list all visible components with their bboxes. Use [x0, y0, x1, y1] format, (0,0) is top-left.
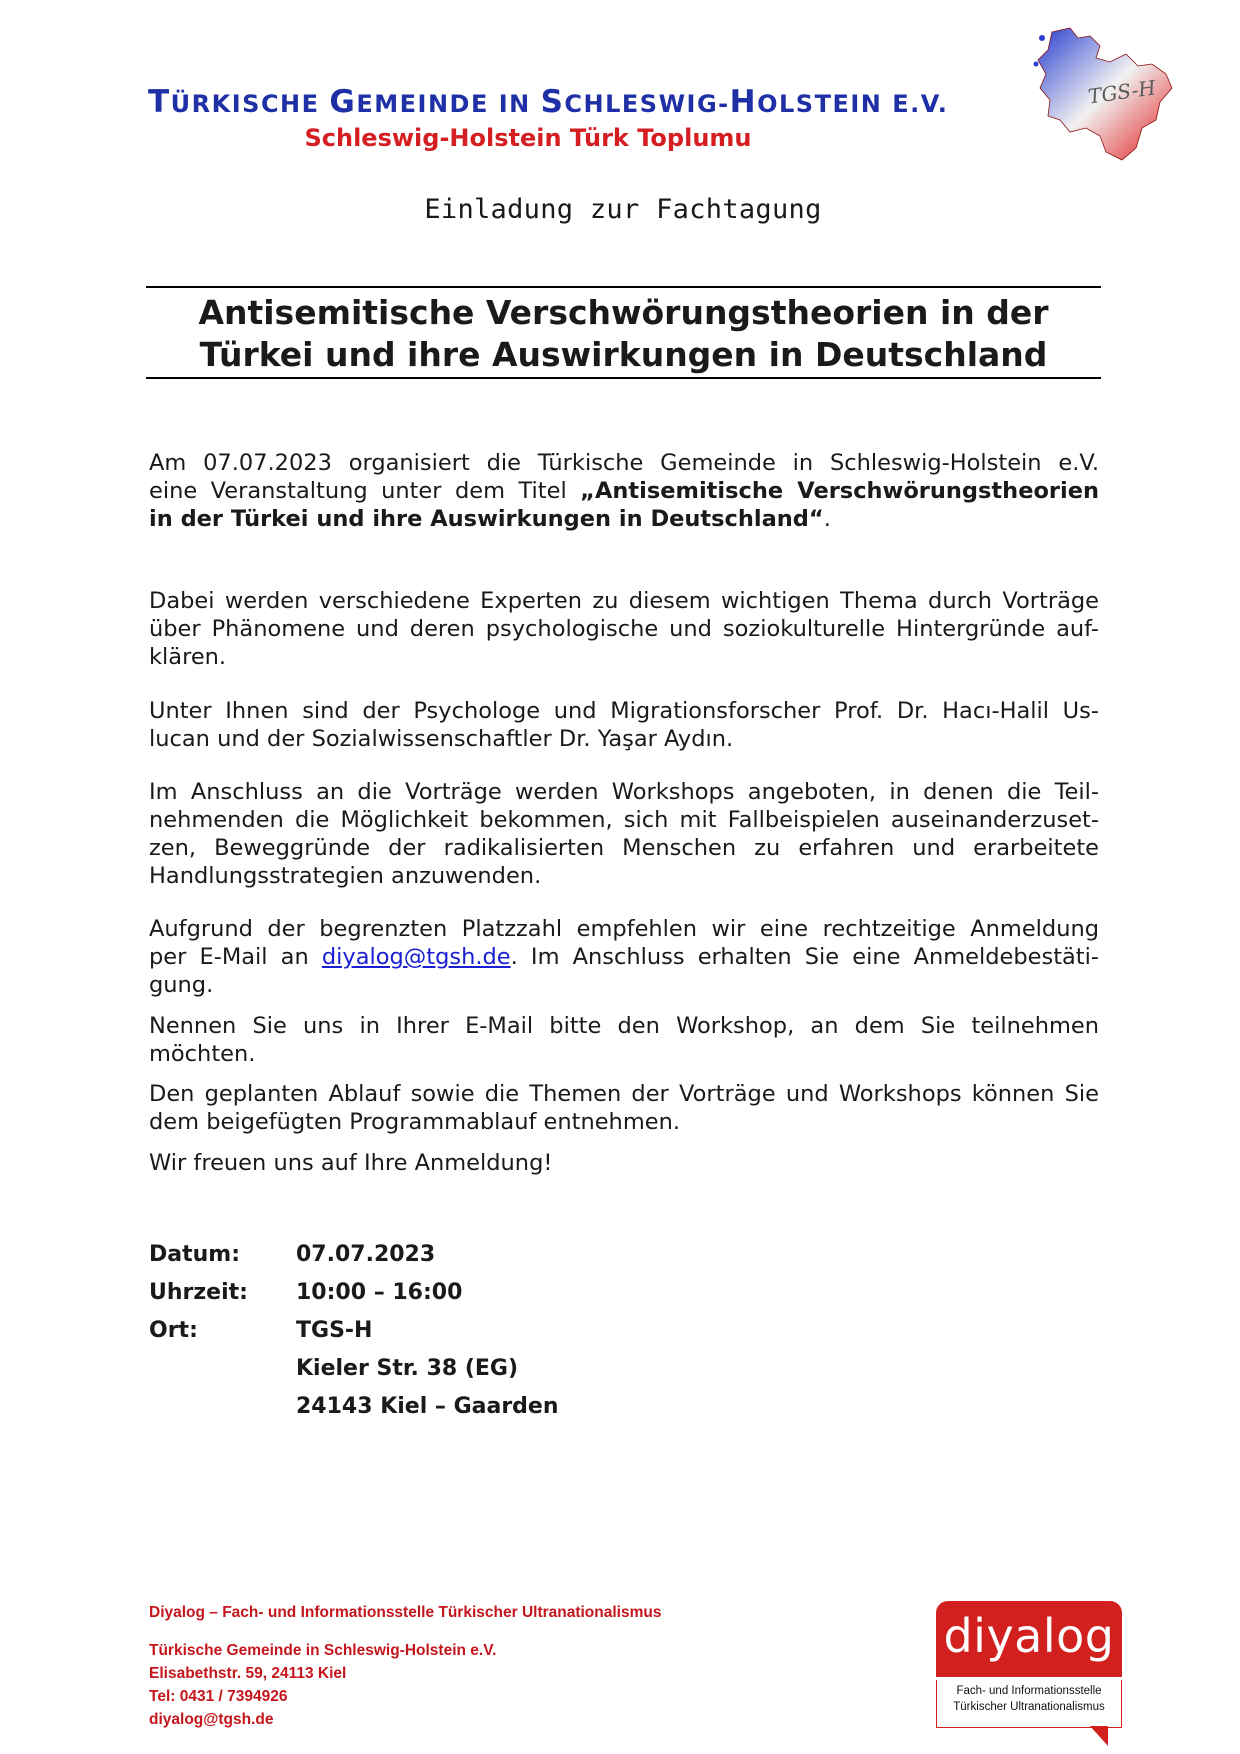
- intro-paragraph: Am 07.07.2023 organisiert die Türkische Gemeinde in Schleswig-Holstein e.V. eine Veranstaltung unter dem Titel „Antisemitische Verschwörungstheorien in der Türkei und ihre Auswirkungen in Deutschland“.: [149, 450, 1100, 532]
- registration-paragraph: Aufgrund der begrenzten Platzzahl empfehlen wir eine rechtzeitige Anmeldung per E-Mail an diyalog@tgsh.de. Im Anschluss erhalten Sie eine Anmeldebestäti- gung.: [149, 916, 1100, 998]
- footer-department: Diyalog – Fach- und Informationsstelle Türkischer Ultranationalismus: [149, 1604, 662, 1621]
- email-link[interactable]: diyalog@tgsh.de: [321, 944, 511, 970]
- speakers-paragraph: Unter Ihnen sind der Psychologe und Migrationsforscher Prof. Dr. Hacı-Halil Us- lucan und der Sozialwissenschaftler Dr. Yaşar Aydın.: [149, 698, 1099, 752]
- org-title: TÜRKISCHE GEMEINDE IN SCHLESWIG-HOLSTEIN E.V.: [148, 84, 949, 120]
- time-value: 10:00 – 16:00: [296, 1280, 463, 1305]
- place-city: 24143 Kiel – Gaarden: [296, 1394, 559, 1419]
- footer-organization: Türkische Gemeinde in Schleswig-Holstein e.V.: [149, 1642, 497, 1659]
- time-label: Uhrzeit:: [149, 1280, 248, 1305]
- closing-paragraph: Wir freuen uns auf Ihre Anmeldung!: [149, 1150, 553, 1176]
- date-value: 07.07.2023: [296, 1242, 436, 1267]
- diyalog-logo: diyalog: [936, 1601, 1122, 1677]
- place-label: Ort:: [149, 1318, 198, 1343]
- svg-text:TGS-H: TGS-H: [1086, 75, 1158, 109]
- programme-paragraph: Den geplanten Ablauf sowie die Themen der Vorträge und Workshops können Sie dem beigefügten Programmablauf entnehmen.: [149, 1081, 1099, 1135]
- event-headline: Antisemitische Verschwörungstheorien in der Türkei und ihre Auswirkungen in Deutschland: [198, 293, 1049, 374]
- place-street: Kieler Str. 38 (EG): [296, 1356, 519, 1381]
- workshop-choice-paragraph: Nennen Sie uns in Ihrer E-Mail bitte den Workshop, an dem Sie teilnehmen möchten.: [149, 1013, 1099, 1067]
- diyalog-logo-line1: Fach- und Informationsstelle: [956, 1685, 1102, 1697]
- headline-top-rule: [146, 286, 1101, 288]
- footer-address: Elisabethstr. 59, 24113 Kiel: [149, 1665, 347, 1682]
- diyalog-logo-line2: Türkischer Ultranationalismus: [953, 1701, 1105, 1713]
- footer-email: diyalog@tgsh.de: [149, 1711, 274, 1728]
- org-subtitle: Schleswig-Holstein Türk Toplumu: [304, 124, 752, 152]
- invitation-line: Einladung zur Fachtagung: [424, 194, 822, 225]
- headline-bottom-rule: [146, 377, 1101, 379]
- footer-phone: Tel: 0431 / 7394926: [149, 1688, 288, 1705]
- experts-paragraph: Dabei werden verschiedene Experten zu diesem wichtigen Thema durch Vorträge über Phänomene und deren psychologische und soziokulturelle Hintergründe auf- klären.: [149, 588, 1099, 670]
- date-label: Datum:: [149, 1242, 241, 1267]
- workshops-paragraph: Im Anschluss an die Vorträge werden Workshops angeboten, in denen die Teil- nehmenden die Möglichkeit bekommen, sich mit Fallbeispielen auseinanderzuset- zen, Beweggründe der radikalisierten Menschen zu erfahren und erarbeitete Handlungsstrategien anzuwenden.: [149, 779, 1099, 889]
- place-name: TGS-H: [296, 1318, 373, 1343]
- speech-bubble-tail-icon: [1090, 1726, 1108, 1746]
- schleswig-holstein-map-logo: [1030, 24, 1180, 164]
